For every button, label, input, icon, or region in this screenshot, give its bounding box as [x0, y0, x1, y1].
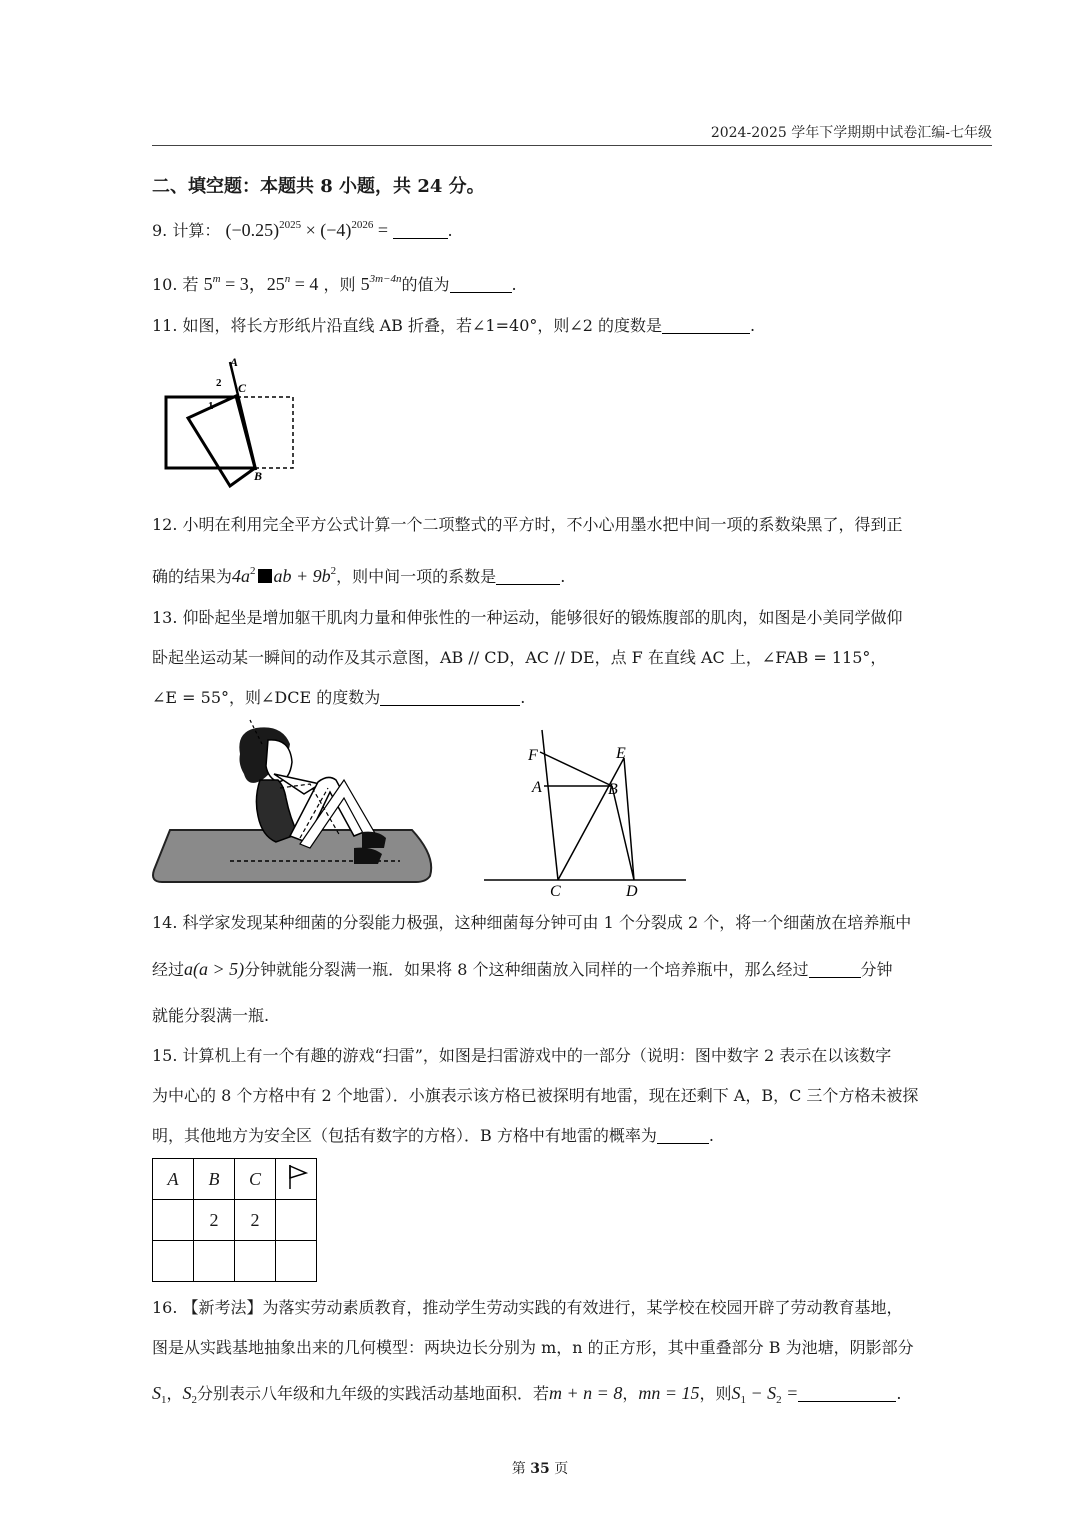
q10-term1: 5 [203, 274, 213, 294]
q10-exp3: 3m−4n [369, 273, 402, 285]
q13-line3: ∠E = 55°，则∠DCE 的度数为 [152, 688, 381, 707]
question-15-line2: 为中心的 8 个方格中有 2 个地雷）．小旗表示该方格已被探明有地雷，现在还剩下 A，B，C 三个方格未被探 [152, 1086, 919, 1105]
q11-angle-2: 2 [216, 377, 222, 389]
page-number-pre: 第 [511, 1461, 526, 1477]
q10-exp2: n [284, 273, 291, 285]
grid-cell [276, 1241, 317, 1282]
q10-tail: 的值为 [401, 275, 450, 294]
grid-cell [194, 1241, 235, 1282]
q16-s2-index: 2 [191, 1394, 198, 1406]
q16-minus: − S [746, 1383, 777, 1403]
q10-exp1: m [212, 273, 221, 285]
line-fb [540, 752, 612, 786]
grid-cell-b: B [194, 1159, 235, 1200]
q16-s1-index: 1 [161, 1394, 167, 1406]
q12-line2b: ，则中间一项的系数是 [336, 567, 497, 586]
grid-cell [235, 1241, 276, 1282]
flag-icon [284, 1163, 308, 1191]
q9-eq: = [377, 220, 389, 240]
q14-line2c: 分钟 [860, 960, 893, 979]
q14-answer-blank[interactable] [809, 961, 861, 978]
q14-line2a: 经过 [152, 960, 185, 979]
q9-times: × [305, 220, 316, 240]
question-16-line1: 16. 【新考法】为落实劳动素质教育，推动学生劳动实践的有效进行，某学校在校园开辟了劳动教育基地， [152, 1298, 903, 1317]
question-14-line2 [152, 958, 893, 981]
folded-flap [188, 396, 255, 486]
grid-cell [276, 1200, 317, 1241]
q13-geometry-figure [478, 728, 690, 900]
q12-answer-blank[interactable] [496, 568, 560, 585]
q11-text: 11. 如图，将长方形纸片沿直线 AB 折叠，若∠1=40°，则∠2 的度数是 [152, 316, 663, 335]
grid-cell-number: 2 [235, 1200, 276, 1241]
q9-base2: (−4) [320, 220, 352, 240]
exercise-mat [153, 830, 431, 882]
question-16-line2: 图是从实践基地抽象出来的几何模型：两块边长分别为 m，n 的正方形，其中重叠部分 B 为池塘，阴影部分 [152, 1338, 914, 1357]
q10-end: . [511, 275, 517, 294]
q16-res-index2: 2 [776, 1394, 782, 1406]
q12-line2a: 确的结果为 [152, 567, 233, 586]
label-e: E [616, 745, 626, 762]
q9-exp2: 2026 [351, 219, 374, 231]
q16-reseq: = [781, 1383, 799, 1403]
header-rule [152, 145, 992, 146]
q13-end: . [520, 688, 526, 707]
section-title: 二、填空题：本题共 8 小题，共 24 分。 [152, 176, 485, 197]
grid-cell-number: 2 [194, 1200, 235, 1241]
header-title: 2024-2025 学年下学期期中试卷汇编-七年级 [710, 125, 992, 141]
page-number [0, 1458, 1080, 1478]
q16-res: S [731, 1383, 741, 1403]
minesweeper-grid [152, 1158, 317, 1282]
page-number-post: 页 [554, 1461, 569, 1477]
q10-mid: ，则 [323, 275, 356, 294]
grid-row [153, 1241, 317, 1282]
question-11 [152, 315, 755, 337]
grid-cell [153, 1241, 194, 1282]
q11-label-c: C [238, 381, 247, 395]
q10-term2: 25 [266, 274, 285, 294]
q16-sep: ， [166, 1384, 183, 1403]
q16-line3b: ， [622, 1384, 639, 1403]
q10-term2b: = 4 [290, 274, 319, 294]
grid-row [153, 1200, 317, 1241]
q16-res-index1: 1 [740, 1394, 747, 1406]
question-9 [152, 214, 453, 242]
q9-base1: (−0.25) [225, 220, 280, 240]
q15-answer-blank[interactable] [657, 1127, 709, 1144]
question-12-line1: 12. 小明在利用完全平方公式计算一个二项整式的平方时，不小心用墨水把中间一项的系数染黑了，得到正 [152, 515, 903, 534]
q16-cond2: mn = 15 [638, 1383, 700, 1403]
question-12-line2 [152, 560, 565, 588]
q9-prefix: 9. 计算： [152, 221, 221, 240]
q16-line3a: 分别表示八年级和九年级的实践活动基地面积．若 [197, 1384, 550, 1403]
q11-label-a: A [230, 355, 239, 369]
q12-end: . [560, 567, 566, 586]
fold-line-ab [230, 362, 256, 470]
page-number-value: 35 [530, 1461, 550, 1477]
q14-cond: a(a > 5) [184, 959, 245, 979]
q9-end: . [447, 221, 453, 240]
q9-exp1: 2025 [279, 219, 302, 231]
q11-angle-1: 1 [208, 400, 214, 412]
q16-cond1: m + n = 8 [549, 1383, 623, 1403]
q16-s1: S [152, 1383, 161, 1403]
grid-cell-flag [276, 1159, 317, 1200]
grid-cell-c: C [235, 1159, 276, 1200]
label-c: C [550, 883, 561, 900]
q16-end: . [896, 1384, 902, 1403]
q15-line3: 明，其他地方为安全区（包括有数字的方格）．B 方格中有地雷的概率为 [152, 1126, 657, 1145]
q12-exp2: 2 [330, 565, 337, 577]
q11-figure [150, 352, 310, 492]
q14-line2b: 分钟就能分裂满一瓶．如果将 8 个这种细菌放入同样的一个培养瓶中，那么经过 [244, 960, 809, 979]
grid-row [153, 1159, 317, 1200]
q10-term3: 5 [360, 274, 370, 294]
q10-prefix: 10. 若 [152, 275, 199, 294]
situp-illustration [150, 718, 442, 886]
q12-exp1: 2 [250, 565, 256, 577]
question-14-line3: 就能分裂满一瓶. [152, 1006, 270, 1025]
label-f: F [528, 747, 538, 764]
q10-answer-blank[interactable] [450, 276, 512, 293]
question-15-line1: 15. 计算机上有一个有趣的游戏“扫雷”，如图是扫雷游戏中的一部分（说明：图中数字 2 表示在以该数字 [152, 1046, 892, 1065]
question-13-line1: 13. 仰卧起坐是增加躯干肌肉力量和伸张性的一种运动，能够很好的锻炼腹部的肌肉，如图是小美同学做仰 [152, 608, 903, 627]
question-10 [152, 268, 517, 296]
q11-answer-blank[interactable] [662, 317, 750, 334]
q16-s2: S [182, 1383, 192, 1403]
label-b: B [608, 781, 618, 798]
question-13-line2: 卧起坐运动某一瞬间的动作及其示意图，AB // CD，AC // DE，点 F 在直线 AC 上，∠FAB = 115°， [152, 648, 887, 667]
ink-blot-icon [258, 569, 272, 583]
question-15-line3 [152, 1125, 714, 1147]
q16-answer-blank[interactable] [798, 1385, 896, 1402]
line-fc [542, 730, 558, 880]
q12-expr2: ab + 9b [273, 566, 331, 586]
question-13-line3 [152, 687, 525, 709]
q9-answer-blank[interactable] [393, 222, 448, 239]
q12-expr1: 4a [232, 566, 251, 586]
label-a: A [532, 779, 542, 796]
q15-end: . [708, 1126, 714, 1145]
grid-cell [153, 1200, 194, 1241]
q13-answer-blank[interactable] [380, 689, 520, 706]
grid-cell-a: A [153, 1159, 194, 1200]
q10-term1b: = 3， [220, 274, 267, 294]
label-d: D [626, 883, 638, 900]
q11-end: . [750, 316, 756, 335]
question-16-line3 [152, 1382, 901, 1411]
q16-line3c: ，则 [699, 1384, 732, 1403]
question-14-line1: 14. 科学家发现某种细菌的分裂能力极强，这种细菌每分钟可由 1 个分裂成 2 个，将一个细菌放在培养瓶中 [152, 913, 912, 932]
q11-label-b: B [254, 469, 263, 483]
